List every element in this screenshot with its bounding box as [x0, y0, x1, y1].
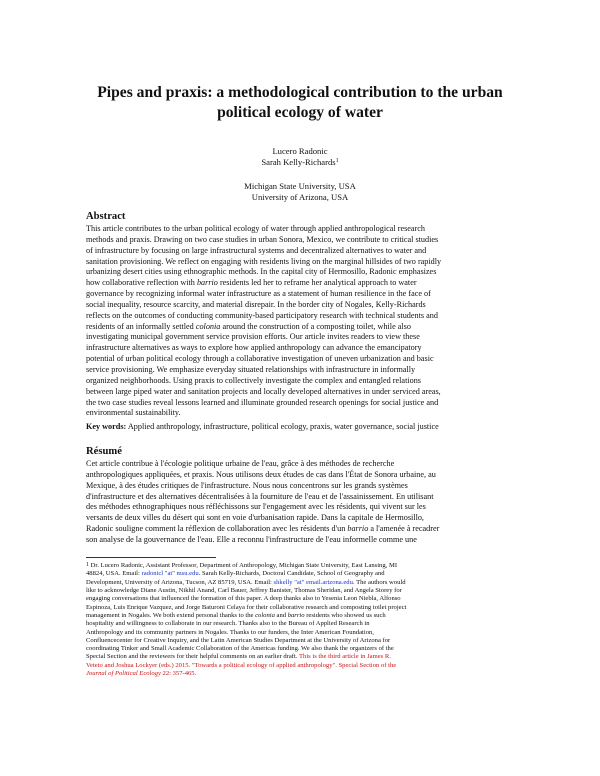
author-list [0, 146, 600, 168]
resume-line: versants de deux villes du désert qui sont en voie d'urbanisation rapide. Dans la capitale de Hermosillo, [86, 513, 424, 523]
abstract-line: urbanizing desert cities using ethnographic methods. In the capital city of Hermosillo, Radonic emphasizes [86, 267, 437, 277]
abstract-line: how collaborative reflection with barrio residents led her to reframe her analytical approach to water [86, 278, 417, 288]
abstract-line: of infrastructure by focusing on large infrastructural systems and decentralized alternatives to water and [86, 245, 427, 255]
footnote-line: coordinating Tinker and Small Academic Collaboration of the Americas funding. We also thank the organizers of the [86, 645, 394, 653]
resume-line: des méthodes ethnographiques nous réfléchissons sur l'engagement avec les résidents, qui vivent sur les [86, 502, 426, 512]
footnote-line: Anthropology and its community partners in Nogales. Thanks to our funders, the Inter American Foundation, [86, 628, 374, 636]
special-section-link[interactable]: This is the third article in James R. [299, 653, 391, 661]
footnote-line: Confluencecenter for Creative Inquiry, and the Latin American Studies Department at the University of Arizona for [86, 636, 391, 644]
footnote-line: Special Section and the reviewers for their helpful comments on an earlier draft. This is the third article in James R. [86, 653, 391, 661]
keywords-text: Applied anthropology, infrastructure, political ecology, praxis, water governance, social justice [127, 422, 439, 431]
abstract-line: organized neighborhoods. Using praxis to collectively investigate the complex and entangled relations [86, 375, 421, 385]
abstract-line: infrastructure alternatives as ways to explore how applied anthropology can advance the emancipatory [86, 343, 422, 353]
abstract-line: methods and praxis. Drawing on two case studies in urban Sonora, Mexico, we contribute to critical studies [86, 234, 439, 244]
abstract-line: reflects on the outcomes of conducting community-based participatory research with technical students and [86, 310, 438, 320]
footnote [86, 562, 516, 678]
abstract-line: residents of an informally settled colonia around the construction of a composting toilet, while also [86, 321, 411, 331]
abstract-heading: Abstract [86, 211, 126, 222]
affiliation-list [0, 181, 600, 203]
email-link[interactable]: radonicl "at" msu.edu [141, 570, 199, 578]
author-name: Lucero Radonic [272, 146, 328, 156]
resume-line: Cet article contribue à l'écologie politique urbaine de l'eau, grâce à des méthodes de recherche [86, 459, 395, 468]
footnote-line [86, 662, 516, 670]
abstract-line: investigating municipal government service provision efforts. Our article invites readers to view these [86, 332, 420, 342]
abstract-body [86, 224, 515, 419]
footnote-line: engaging conversations that influenced the formation of this paper. A deep thanks also to Yesenia Leon Niebla, Alfonso [86, 595, 401, 603]
paper-title: Pipes and praxis: a methodological contribution to the urban political ecology of water [97, 84, 503, 121]
abstract-line: potential of urban political ecology through a collaborative investigation of uneven urbanization and basic [86, 354, 434, 364]
footnote-line: hospitality and willingness to collaborate in our research. Thanks also to the Bureau of Applied Research in [86, 620, 370, 628]
footnote-divider [86, 557, 216, 558]
footnote-line: like to acknowledge Diane Austin, Nikhil Anand, Carl Bauer, Jeffrey Banister, Thomas Sheridan, and Angela Storey for [86, 586, 402, 594]
abstract-line-last: environmental sustainability. [86, 408, 181, 418]
abstract-line: between large piped water and sanitation projects and locally developed alternatives in under serviced areas, [86, 386, 441, 396]
footnote-line: Espinoza, Luis Enrique Vazquez, and Jorge Baturoni Celaya for their collaborative research and composting toilet project [86, 603, 407, 611]
footnote-line: 48824, USA. Email: radonicl "at" msu.edu. Sarah Kelly-Richards, Doctoral Candidate, School of Geography and [86, 570, 385, 578]
abstract-line: social inequality, resource scarcity, and material disrepair. In the border city of Nogales, Kelly-Richards [86, 299, 426, 309]
abstract-line: sanitation provisioning. We reflect on engaging with residents living on the marginal hillsides of two rapidly [86, 256, 442, 266]
resume-body [86, 459, 515, 546]
keywords-label: Key words: [86, 422, 127, 431]
footnote-line: management in Nogales. We both extend personal thanks to the colonia and barrio residents who showed us such [86, 611, 386, 619]
footnote-marker: 1 [86, 562, 89, 568]
resume-line: son analyse de la gouvernance de l'eau. Elle a reconnu l'infrastructure de l'eau informelle comme une [86, 534, 417, 544]
affiliation: University of Arizona, USA [251, 191, 349, 202]
email-link[interactable]: shkelly "at" email.arizona.edu [273, 578, 353, 586]
abstract-line: governance by recognizing informal water infrastructure as a statement of human resilience in the face of [86, 289, 431, 299]
footnote-line [86, 670, 516, 678]
author-name-with-footnote [0, 157, 600, 168]
keywords-line [86, 422, 516, 433]
affiliation: Michigan State University, USA [244, 181, 356, 191]
abstract-line: the two case studies reveal lessons learned and illuminate grounded research openings for social justice and [86, 397, 439, 407]
resume-heading: Résumé [86, 446, 122, 457]
resume-line: anthropologiques appliquées, et praxis. Nous utilisons deux études de cas dans l'État de Sonora urbaine, au [86, 469, 436, 479]
footnote-line: $^1$ Dr. Lucero Radonic, Assistant Professor, Department of Anthropology, Michigan State University, East Lansing, MI [86, 562, 398, 569]
author-name: Sarah Kelly-Richards [261, 156, 336, 167]
resume-line: Mexique, à des études critiques de l'infrastructure. Nous nous concentrons sur les grands systèmes [86, 480, 408, 490]
footnote-marker: 1 [335, 157, 339, 164]
resume-line: Radonic souligne comment la réflexion de collaboration avec les résidents d'un barrio a l'amenée à recadrer [86, 524, 440, 534]
resume-line: d'infrastructure et des alternatives décentralisées à la fourniture de l'eau et de l'assainissement. En utilisant [86, 491, 434, 501]
footnote-line: Development, University of Arizona, Tucson, AZ 85719, USA. Email: shkelly "at" email.arizona.edu. The authors would [86, 578, 406, 586]
abstract-line: service provisioning. We emphasize everyday situated relationships with infrastructure in informally [86, 364, 416, 374]
special-section-link[interactable]: Veteto and Joshua Lockyer (eds.) 2015. "Towards a political ecology of applied anthropology". Special Section of the [86, 661, 397, 669]
special-section-link[interactable]: Journal of Political Ecology 22: 357-465. [86, 670, 197, 678]
abstract-line: This article contributes to the urban political ecology of water through applied anthropological research [86, 224, 425, 233]
